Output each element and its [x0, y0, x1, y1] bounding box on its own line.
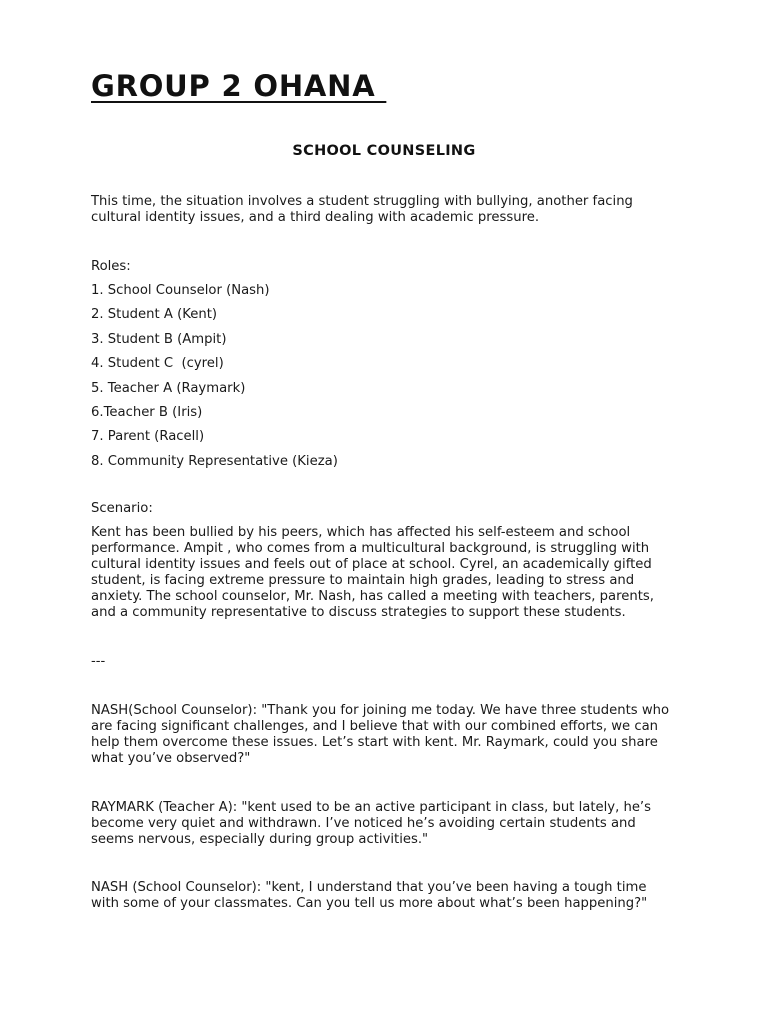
roles-list: [91, 283, 338, 478]
dialogue-paragraph: NASH (School Counselor): "kent, I understand that you’ve been having a tough time with some of your classmates. Can you tell us more about what’s been happening?": [91, 880, 648, 911]
role-item: 4. Student C (cyrel): [91, 356, 224, 372]
scenario-heading: Scenario:: [91, 501, 153, 516]
role-item: 8. Community Representative (Kieza): [91, 453, 338, 469]
role-item: 7. Parent (Racell): [91, 429, 205, 445]
role-item: 1. School Counselor (Nash): [91, 283, 270, 298]
roles-heading: Roles:: [91, 259, 131, 274]
dialogue-paragraph: RAYMARK (Teacher A): "kent used to be an active participant in class, but lately, he’s become very quiet and withdrawn. I’ve noticed he’s avoiding certain students and seems nervous, especially during group activities.": [91, 800, 651, 847]
dialogue-paragraph: NASH(School Counselor): "Thank you for joining me today. We have three students who are facing significant challenges, and I believe that with our combined efforts, we can help them overcome these issues. Let’s start with kent. Mr. Raymark, could you share what you’ve observed?": [91, 703, 670, 766]
intro-paragraph: This time, the situation involves a student struggling with bullying, another facing cultural identity issues, and a third dealing with academic pressure.: [91, 194, 633, 225]
role-item: 6.Teacher B (Iris): [91, 404, 203, 420]
role-item: 3. Student B (Ampit): [91, 331, 227, 347]
role-item: 2. Student A (Kent): [91, 307, 218, 323]
document-title: GROUP 2 OHANA: [91, 69, 387, 103]
section-title: SCHOOL COUNSELING: [292, 143, 476, 159]
scenario-paragraph: Kent has been bullied by his peers, which has affected his self-esteem and school performance. Ampit , who comes from a multicultural background, is struggling with cultural identity issues and feels out of place at school. Cyrel, an academically gifted student, is facing extreme pressure to maintain high grades, leading to stress and anxiety. The school counselor, Mr. Nash, has called a meeting with teachers, parents, and a community representative to discuss strategies to support these students.: [91, 525, 654, 620]
separator-text: ---: [91, 654, 106, 669]
role-item: 5. Teacher A (Raymark): [91, 380, 246, 396]
